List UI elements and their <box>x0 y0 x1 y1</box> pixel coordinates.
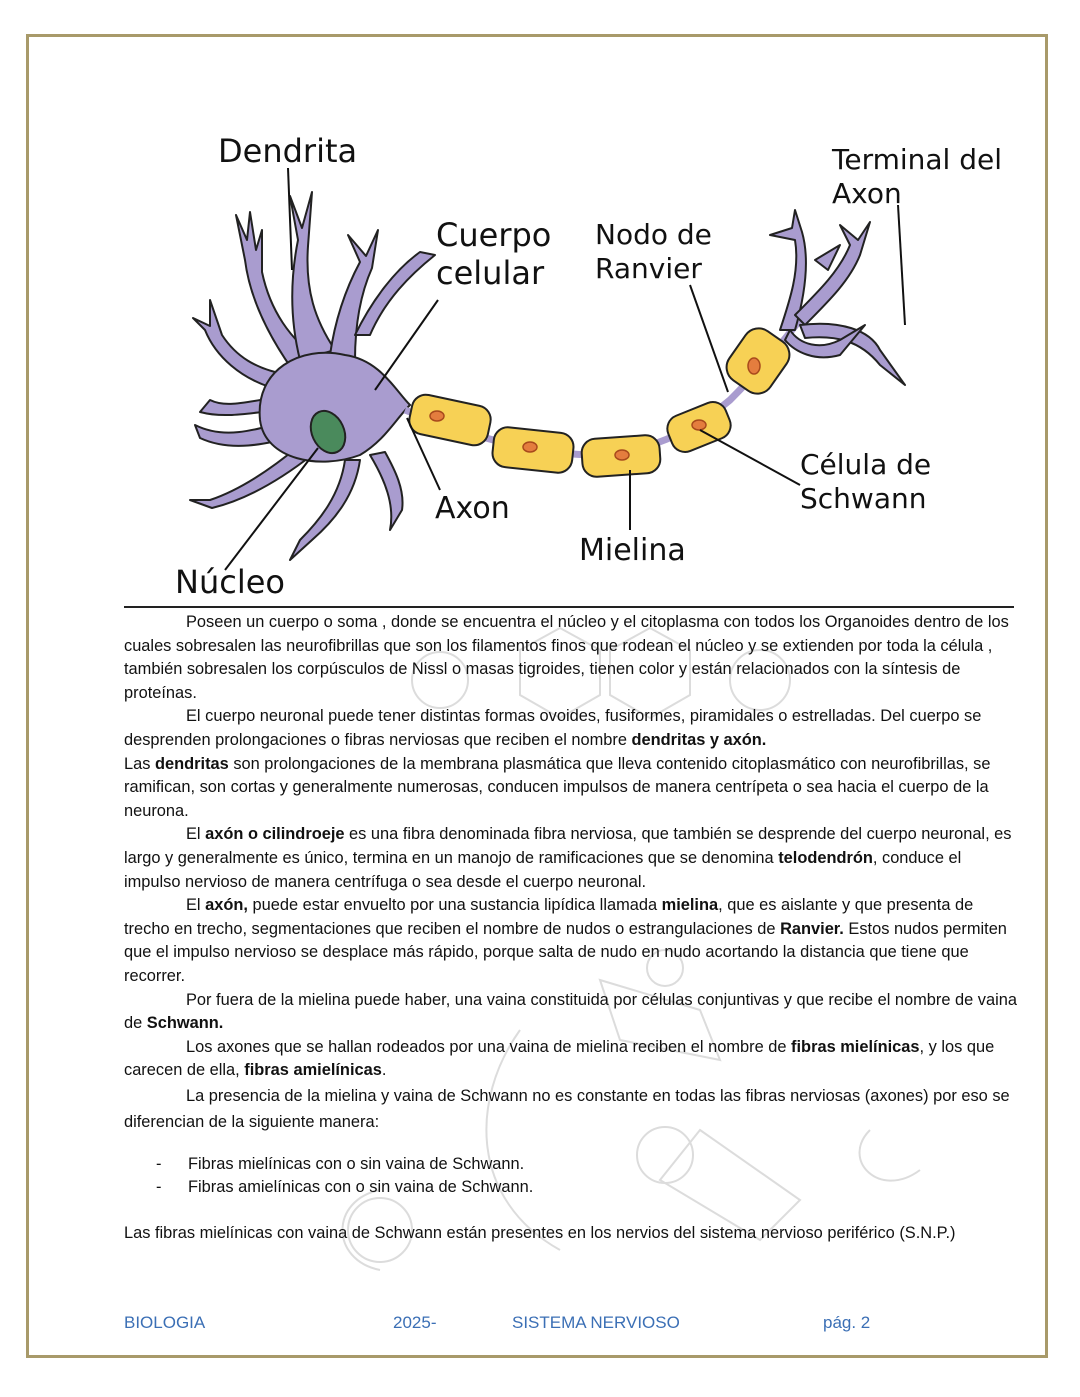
fiber-types-list <box>124 1153 1019 1200</box>
label-nodo-1: Nodo de <box>595 218 712 251</box>
paragraph-presencia: La presencia de la mielina y vaina de Schwann no es constante en todas las fibras nerviosas (axones) por eso se diferencian de la siguiente manera: <box>124 1086 1010 1131</box>
body-text <box>124 611 1019 1246</box>
axon-terminal <box>770 210 905 385</box>
label-axon: Axon <box>435 491 510 526</box>
paragraph-mielina: El axón, puede estar envuelto por una sustancia lipídica llamada mielina, que es aislante y que presenta de trecho en trecho, segmentaciones que reciben el nombre de nudos o estrangulaciones de Ranvier. Estos nudos permiten que el impulso nervioso se desplace más rápido, porque salta de nudo en nudo acortando la distancia que tiene que recorrer. <box>124 896 1007 985</box>
footer-year: 2025- <box>393 1313 437 1332</box>
label-cuerpo-1: Cuerpo <box>436 216 552 254</box>
label-schwann-1: Célula de <box>800 448 932 481</box>
separator-line <box>124 606 1014 608</box>
paragraph-snp: Las fibras mielínicas con vaina de Schwann están presentes en los nervios del sistema nervioso periférico (S.N.P.) <box>124 1224 956 1243</box>
label-terminal-1: Terminal del <box>832 143 1003 176</box>
label-mielina: Mielina <box>579 533 686 568</box>
myelin-segments <box>407 322 796 478</box>
list-item: - Fibras mielínicas con o sin vaina de Schwann. <box>156 1154 525 1173</box>
label-cuerpo-2: celular <box>436 254 545 292</box>
neuron-diagram <box>0 0 1080 610</box>
label-terminal-2: Axon <box>832 177 902 210</box>
label-dendrita: Dendrita <box>218 132 358 170</box>
paragraph-axon: El axón o cilindroeje es una fibra denominada fibra nerviosa, que también se desprende del cuerpo neuronal, es largo y generalmente es único, termina en un manojo de ramificaciones que se denomina telodendrón, conduce el impulso nervioso de manera centrífuga o sea desde el cuerpo neuronal. <box>124 825 1012 891</box>
label-nucleo: Núcleo <box>175 563 285 601</box>
footer-page-number: pág. 2 <box>823 1313 871 1332</box>
paragraph-fibras: Los axones que se hallan rodeados por una vaina de mielina reciben el nombre de fibras mielínicas, y los que carecen de ella, fibras amielínicas. <box>124 1037 995 1080</box>
footer-topic: SISTEMA NERVIOSO <box>512 1313 680 1332</box>
label-nodo-2: Ranvier <box>595 252 702 285</box>
paragraph-schwann: Por fuera de la mielina puede haber, una vaina constituida por células conjuntivas y que recibe el nombre de vaina de Schwann. <box>124 990 1017 1033</box>
list-item: - Fibras amielínicas con o sin vaina de Schwann. <box>156 1178 534 1197</box>
paragraph-cuerpo-neuronal: El cuerpo neuronal puede tener distintas formas ovoides, fusiformes, piramidales o estrelladas. Del cuerpo se desprenden prolongaciones o fibras nerviosas que reciben el nombre dendritas y axón. <box>124 707 982 749</box>
paragraph-soma: Poseen un cuerpo o soma , donde se encuentra el núcleo y el citoplasma con todos los Organoides dentro de los cuales sobresalen las neurofibrillas que son los filamentos finos que rodean el núcleo y se extienden por toda la célula , también sobresalen los corpúsculos de Nissl o masas tigroides, tienen color y están relacionados con la síntesis de proteínas. <box>124 613 1009 702</box>
footer-subject: BIOLOGIA <box>124 1313 206 1332</box>
paragraph-dendritas: Las dendritas son prolongaciones de la membrana plasmática que lleva contenido citoplasmático con neurofibrillas, se ramifican, son cortas y generalmente numerosas, conducen impulsos de manera centrípeta o sea hacia el cuerpo de la neurona. <box>124 754 991 820</box>
label-schwann-2: Schwann <box>800 482 927 515</box>
